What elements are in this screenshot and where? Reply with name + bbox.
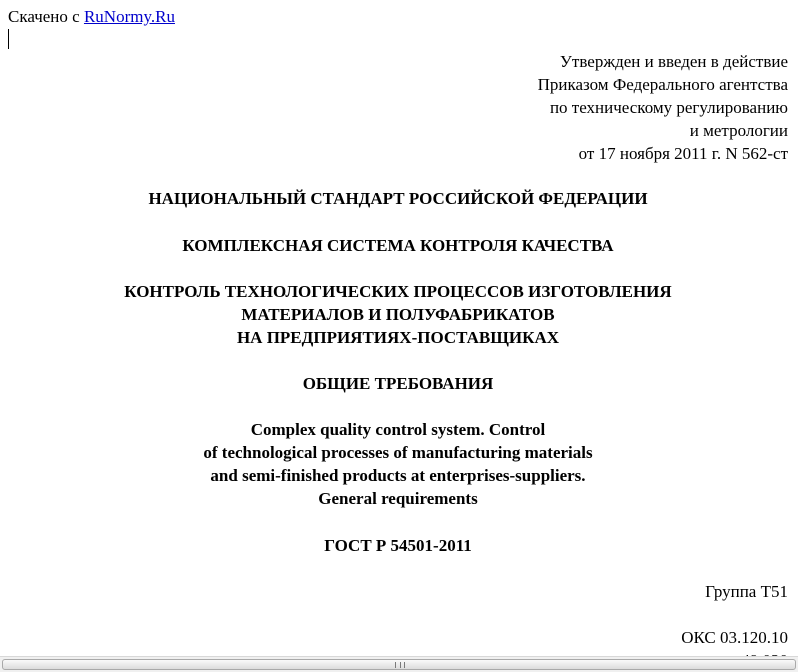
source-prefix: Скачено с — [8, 7, 80, 26]
title-process-control — [0, 280, 796, 349]
grip-icon — [395, 662, 405, 668]
title-control-line: КОНТРОЛЬ ТЕХНОЛОГИЧЕСКИХ ПРОЦЕССОВ ИЗГОТОВЛЕНИЯ — [124, 282, 672, 301]
title-english-line: Complex quality control system. Control — [250, 420, 546, 439]
title-national-standard — [0, 187, 796, 210]
title-general-requirements — [0, 372, 796, 395]
horizontal-scrollbar[interactable] — [0, 656, 798, 672]
approval-line: по техническому регулированию — [549, 98, 788, 117]
title-english-line: and semi-finished products at enterprises-suppliers. — [210, 466, 586, 485]
approval-line: от 17 ноября 2011 г. N 562-ст — [578, 144, 788, 163]
approval-line: и метрологии — [689, 121, 788, 140]
title-english-line: General requirements — [318, 489, 478, 508]
gost-number-text: ГОСТ Р 54501-2011 — [324, 536, 472, 555]
text-caret — [8, 29, 9, 49]
title-quality-system — [0, 234, 796, 257]
approval-block — [538, 50, 788, 165]
title-english-line: of technological processes of manufacturing materials — [203, 443, 593, 462]
title-system-text: КОМПЛЕКСНАЯ СИСТЕМА КОНТРОЛЯ КАЧЕСТВА — [182, 236, 614, 255]
gost-number — [0, 534, 796, 557]
title-control-line: МАТЕРИАЛОВ И ПОЛУФАБРИКАТОВ — [241, 305, 555, 324]
oks-line: ОКС 03.120.10 — [681, 628, 788, 647]
group-code-text: Группа Т51 — [705, 582, 788, 601]
source-line — [8, 5, 175, 28]
title-general-text: ОБЩИЕ ТРЕБОВАНИЯ — [302, 374, 494, 393]
title-english — [0, 418, 796, 510]
scrollbar-thumb[interactable] — [2, 659, 796, 670]
title-control-line: НА ПРЕДПРИЯТИЯХ-ПОСТАВЩИКАХ — [236, 328, 560, 347]
title-national-text: НАЦИОНАЛЬНЫЙ СТАНДАРТ РОССИЙСКОЙ ФЕДЕРАЦИИ — [148, 189, 648, 208]
runormy-link[interactable]: RuNormy.Ru — [83, 7, 175, 26]
group-code — [705, 580, 788, 603]
approval-line: Приказом Федерального агентства — [537, 75, 788, 94]
approval-line: Утвержден и введен в действие — [559, 52, 788, 71]
